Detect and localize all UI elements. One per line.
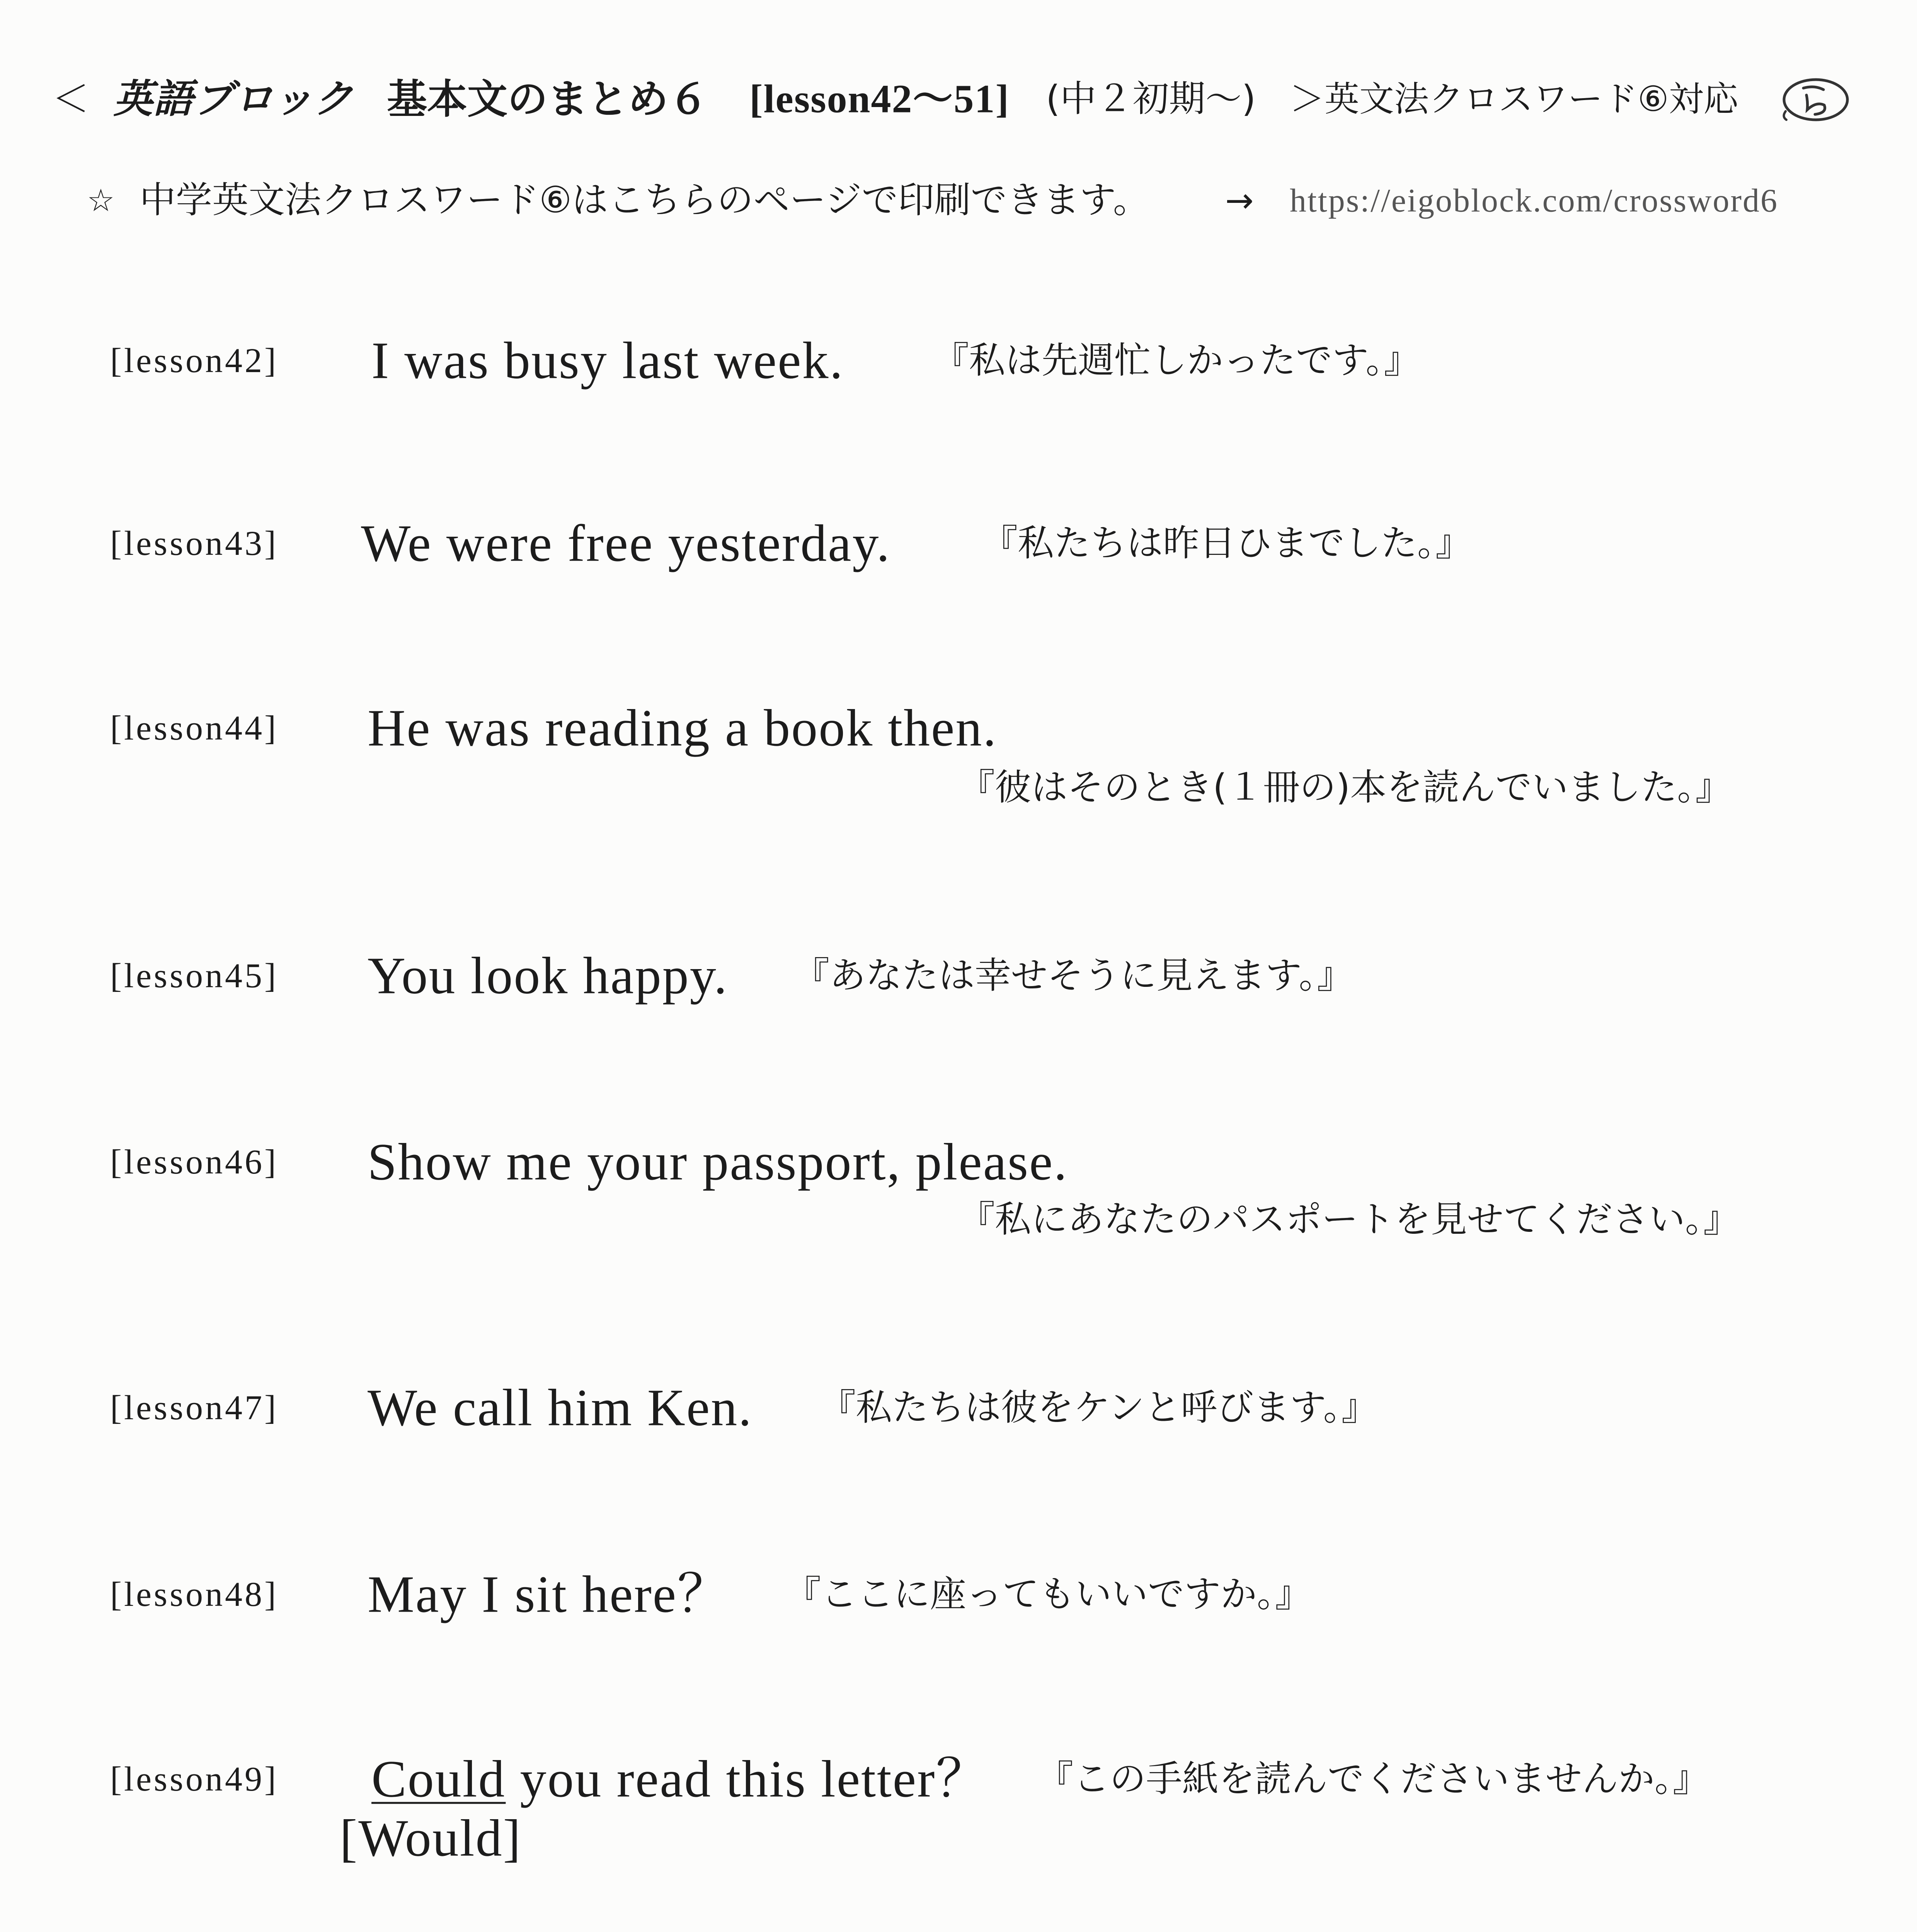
lesson-label: [lesson45] <box>110 957 278 995</box>
page-title: 基本文のまとめ６ <box>387 75 709 123</box>
grade-level: (中２初期〜) <box>1046 78 1256 120</box>
crossword-reference: ＞英文法クロスワード⑥対応 <box>1290 79 1738 119</box>
arrow-right-icon: → <box>1225 180 1254 221</box>
japanese-translation: 『私は先週忙しかったです。』 <box>933 339 1420 382</box>
alternative-word: [Would] <box>340 1809 522 1867</box>
brand-name: 英語ブロック <box>113 76 354 122</box>
lesson-label: [lesson47] <box>110 1389 278 1427</box>
english-sentence: May I sit here？ <box>368 1565 731 1624</box>
lesson-label: [lesson43] <box>110 524 278 563</box>
lesson-label: [lesson48] <box>110 1575 278 1614</box>
lesson-label: [lesson42] <box>110 342 278 380</box>
english-sentence: He was reading a book then. <box>368 699 998 757</box>
english-sentence-rest: you read this letter？ <box>506 1750 990 1808</box>
english-sentence: I was busy last week. <box>371 332 844 390</box>
lesson-range: [lesson42〜51] <box>749 77 1010 121</box>
japanese-translation: 『私たちは彼をケンと呼びます。』 <box>819 1386 1378 1429</box>
japanese-translation: 『私にあなたのパスポートを見せてください。』 <box>958 1198 1740 1241</box>
underlined-modal-word: Could <box>371 1750 506 1808</box>
star-icon: ☆ <box>87 182 115 218</box>
japanese-translation: 『ここに座ってもいいですか。』 <box>785 1573 1312 1616</box>
japanese-translation: 『彼はそのとき(１冊の)本を読んでいました。』 <box>958 766 1732 809</box>
lesson-label: [lesson44] <box>110 709 278 747</box>
japanese-translation: 『この手紙を読んでくださいませんか。』 <box>1037 1758 1709 1800</box>
english-sentence <box>371 1748 989 1811</box>
english-sentence: You look happy. <box>368 947 728 1005</box>
lesson-label: [lesson49] <box>110 1760 278 1798</box>
japanese-translation: 『私たちは昨日ひまでした。』 <box>981 522 1472 565</box>
notice-text: 中学英文法クロスワード⑥はこちらのページで印刷できます。 <box>140 179 1149 221</box>
header-left-bracket: ＜ <box>52 77 89 121</box>
crossword-url: https://eigoblock.com/crossword6 <box>1290 182 1779 219</box>
japanese-translation: 『あなたは幸せそうに見えます。』 <box>793 954 1353 997</box>
english-sentence: We were free yesterday. <box>361 514 891 573</box>
eigoblock-mascot-icon <box>1778 74 1851 124</box>
english-sentence: Show me your passport, please. <box>368 1133 1068 1191</box>
english-sentence: We call him Ken. <box>368 1379 753 1437</box>
lesson-label: [lesson46] <box>110 1143 278 1181</box>
